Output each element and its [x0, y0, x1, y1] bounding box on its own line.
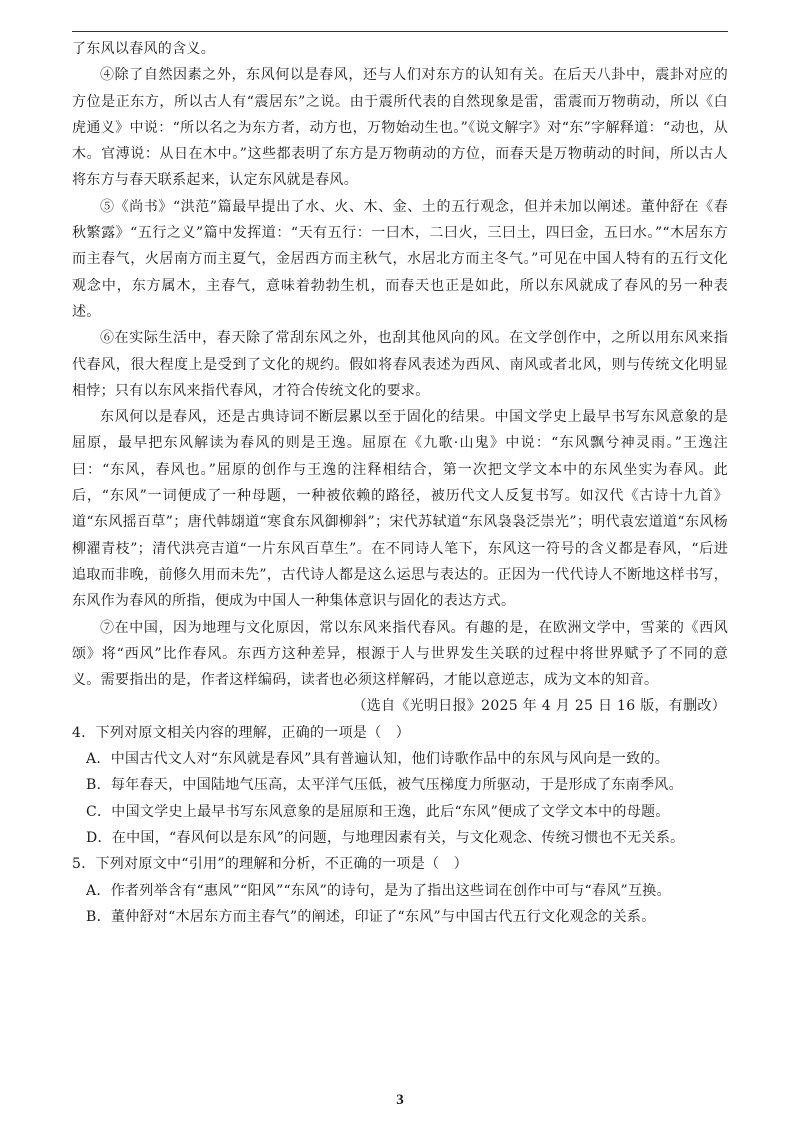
- source-note: （选自《光明日报》2025 年 4 月 25 日 16 版，有删改）: [352, 698, 726, 715]
- document-page: [72, 36, 728, 930]
- page-number: 3: [396, 1092, 404, 1108]
- question-4-stem: 4．下列对原文相关内容的理解，正确的一项是（ ）: [72, 724, 411, 741]
- paragraph-7: ⑦在中国，因为地理与文化原因，常以东风来指代春风。有趣的是，在欧洲文学中，雪莱的《西风颂》将“西风”比作春风。东西方这种差异，根源于人与世界发生关联的过程中将世界赋予了不同的意义。需要指出的是，作者这样编码，读者也必须这样解码，才能以意逆志，成为文本的知音。: [72, 619, 728, 689]
- paragraph-4: ④除了自然因素之外，东风何以是春风，还与人们对东方的认知有关。在后天八卦中，震卦对应的方位是正东方，所以古人有“震居东”之说。由于震所代表的自然现象是雷，雷震而万物萌动，所以《白虎通义》中说：“所以名之为东方者，动方也，万物始动生也。”《说文解字》对“东”字解释道：“动也，从木。官溥说：从日在木中。”这些都表明了东方是万物萌动的方位，而春天是万物萌动的时间，所以古人将东方与春天联系起来，认定东风就是春风。: [72, 67, 728, 189]
- question-5-option-b: B．董仲舒对“木居东方而主春气”的阐述，印证了“东风”与中国古代五行文化观念的关系。: [86, 908, 656, 925]
- header-rule: [72, 31, 728, 32]
- paragraph-5: ⑤《尚书》“洪范”篇最早提出了水、火、木、金、土的五行观念，但并未加以阐述。董仲舒在《春秋繁露》“五行之义”篇中发挥道：“天有五行：一曰木，二曰火，三曰土，四曰金，五曰水。”“木居东方而主春气，火居南方而主夏气，金居西方而主秋气，水居北方而主冬气。”可见在中国人特有的五行文化观念中，东方属木，主春气，意味着勃勃生机，而春天也正是如此，所以东风就成了春风的另一种表述。: [72, 198, 728, 320]
- paragraph-continuation: 了东风以春风的含义。: [72, 41, 215, 57]
- question-4-option-d: D．在中国，“春风何以是东风”的问题，与地理因素有关，与文化观念、传统习惯也不无关系。: [86, 829, 685, 846]
- question-4-option-a: A．中国古代文人对“东风就是春风”具有普遍认知，他们诗歌作品中的东风与风向是一致的。: [86, 751, 670, 768]
- question-4-option-c: C．中国文学史上最早书写东风意象的是屈原和王逸，此后“东风”便成了文学文本中的母题。: [86, 803, 670, 820]
- question-5-stem: 5．下列对原文中“引用”的理解和分析，不正确的一项是（ ）: [72, 856, 468, 873]
- paragraph-6-continued: 东风何以是春风，还是古典诗词不断层累以至于固化的结果。中国文学史上最早书写东风意象的是屈原，最早把东风解读为春风的则是王逸。屈原在《九歌·山鬼》中说：“东风飘兮神灵雨。”王逸注曰：“东风，春风也。”屈原的创作与王逸的注释相结合，第一次把文学文本中的东风坐实为春风。此后，“东风”一词便成了一种母题，一种被依赖的路径，被历代文人反复书写。如汉代《古诗十九首》道“东风摇百草”；唐代韩翃道“寒食东风御柳斜”；宋代苏轼道“东风袅袅泛崇光”；明代袁宏道道“东风杨柳濯青枝”；清代洪亮吉道“一片东风百草生”。在不同诗人笔下，东风这一符号的含义都是春风，“后进追取而非晚，前修久用而未先”，古代诗人都是这么运思与表达的。正因为一代代诗人不断地这样书写，东风作为春风的所指，便成为中国人一种集体意识与固化的表达方式。: [72, 409, 728, 610]
- question-4-option-b: B．每年春天，中国陆地气压高，太平洋气压低，被气压梯度力所驱动，于是形成了东南季风。: [86, 777, 683, 794]
- paragraph-6: ⑥在实际生活中，春天除了常刮东风之外，也刮其他风向的风。在文学创作中，之所以用东风来指代春风，很大程度上是受到了文化的规约。假如将春风表述为西风、南风或者北风，则与传统文化明显相悖；只有以东风来指代春风，才符合传统文化的要求。: [72, 330, 728, 399]
- question-5-option-a: A．作者列举含有“惠风”“阳风”“东风”的诗句，是为了指出这些词在创作中可与“春风”互换。: [86, 882, 671, 899]
